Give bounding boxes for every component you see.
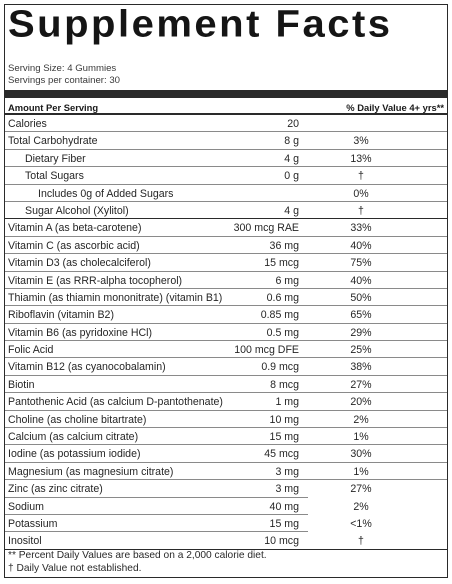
table-row [5, 341, 447, 358]
amount-per-serving-header: Amount Per Serving [8, 102, 99, 113]
panel-title: Supplement Facts [8, 3, 393, 45]
nutrient-dv: 1% [353, 465, 369, 478]
nutrient-amount: 20 [287, 118, 299, 130]
serving-size: Serving Size: 4 Gummies [8, 63, 117, 74]
table-row [5, 289, 447, 306]
table-row [5, 272, 447, 289]
nutrient-name: Calories [8, 118, 47, 130]
nutrient-dv: 25% [350, 344, 372, 357]
nutrient-dv: † [358, 170, 364, 183]
nutrient-name: Vitamin D3 (as cholecalciferol) [8, 257, 151, 270]
table-row [5, 185, 447, 202]
nutrient-name: Biotin [8, 378, 35, 391]
nutrient-dv: 2% [353, 500, 369, 513]
nutrient-table [5, 115, 447, 550]
nutrient-dv: † [358, 204, 364, 217]
nutrient-dv: <1% [350, 517, 372, 530]
nutrient-name: Riboflavin (vitamin B2) [8, 309, 114, 322]
nutrient-name: Magnesium (as magnesium citrate) [8, 465, 174, 478]
nutrient-dv: 50% [350, 291, 372, 304]
nutrient-dv: 3% [353, 135, 369, 148]
nutrient-amount: 15 mcg [264, 257, 299, 270]
nutrient-amount: 0 g [284, 170, 299, 183]
nutrient-dv: 75% [350, 257, 372, 270]
table-row [5, 515, 447, 532]
nutrient-amount: 1 mg [275, 396, 299, 409]
nutrient-name: Vitamin A (as beta-carotene) [8, 222, 142, 235]
table-row [5, 237, 447, 254]
nutrient-name: Folic Acid [8, 344, 54, 357]
nutrient-amount: 15 mg [269, 517, 299, 530]
servings-per-container: Servings per container: 30 [8, 75, 120, 86]
table-row [5, 306, 447, 323]
nutrient-name: Vitamin B12 (as cyanocobalamin) [8, 361, 166, 374]
table-row [5, 132, 447, 149]
nutrient-dv: 29% [350, 326, 372, 339]
nutrient-dv: 40% [350, 239, 372, 252]
column-header [8, 102, 444, 113]
nutrient-name: Includes 0g of Added Sugars [38, 187, 174, 200]
nutrient-dv: 38% [350, 361, 372, 374]
nutrient-amount: 45 mcg [264, 448, 299, 461]
nutrient-amount: 6 mg [275, 274, 299, 287]
footnote-percent-daily-value: ** Percent Daily Values are based on a 2,000 calorie diet. [8, 550, 267, 561]
nutrient-name: Thiamin (as thiamin mononitrate) (vitamin B1) [8, 291, 223, 304]
nutrient-name: Vitamin C (as ascorbic acid) [8, 239, 140, 252]
nutrient-dv: 13% [350, 152, 372, 165]
nutrient-amount: 0.9 mcg [261, 361, 299, 374]
table-row [5, 219, 447, 236]
nutrient-dv: 20% [350, 396, 372, 409]
table-row [5, 115, 447, 132]
nutrient-amount: 3 mg [275, 483, 299, 496]
nutrient-amount: 4 g [284, 152, 299, 165]
table-row [5, 150, 447, 167]
nutrient-amount: 8 g [284, 135, 299, 148]
nutrient-amount: 0.85 mg [260, 309, 299, 322]
nutrient-name: Calcium (as calcium citrate) [8, 431, 139, 444]
nutrient-name: Inositol [8, 535, 42, 548]
nutrient-dv: 65% [350, 309, 372, 322]
nutrient-name: Vitamin E (as RRR-alpha tocopherol) [8, 274, 183, 287]
nutrient-name: Potassium [8, 517, 58, 530]
thick-rule-top [5, 90, 447, 98]
nutrient-amount: 3 mg [275, 465, 299, 478]
nutrient-name: Vitamin B6 (as pyridoxine HCl) [8, 326, 153, 339]
nutrient-dv: 27% [350, 483, 372, 496]
nutrient-dv: 0% [353, 187, 369, 200]
nutrient-amount: 0.6 mg [266, 291, 299, 304]
nutrient-name: Total Sugars [25, 170, 84, 183]
nutrient-name: Choline (as choline bitartrate) [8, 413, 147, 426]
nutrient-dv: 33% [350, 222, 372, 235]
nutrient-dv: 2% [353, 413, 369, 426]
table-row [5, 498, 447, 515]
table-row [5, 167, 447, 184]
table-row [5, 532, 447, 549]
nutrient-amount: 10 mg [269, 413, 299, 426]
table-row [5, 428, 447, 445]
table-row [5, 463, 447, 480]
nutrient-amount: 40 mg [269, 500, 299, 513]
table-row [5, 358, 447, 375]
nutrient-name: Sodium [8, 500, 44, 513]
footnote-not-established: † Daily Value not established. [8, 563, 142, 574]
nutrient-name: Dietary Fiber [25, 152, 86, 165]
nutrient-amount: 36 mg [269, 239, 299, 252]
table-row [5, 445, 447, 462]
table-row [5, 393, 447, 410]
nutrient-name: Zinc (as zinc citrate) [8, 483, 103, 496]
table-row [5, 480, 447, 497]
table-row [5, 254, 447, 271]
nutrient-name: Iodine (as potassium iodide) [8, 448, 141, 461]
nutrient-amount: 8 mcg [270, 378, 299, 391]
nutrient-dv: † [358, 535, 364, 548]
nutrient-amount: 300 mcg RAE [233, 222, 299, 235]
nutrient-dv: 40% [350, 274, 372, 287]
daily-value-header: % Daily Value 4+ yrs** [346, 102, 444, 113]
nutrient-name: Sugar Alcohol (Xylitol) [25, 204, 129, 217]
nutrient-amount: 4 g [284, 204, 299, 217]
nutrient-amount: 15 mg [269, 431, 299, 444]
table-row [5, 411, 447, 428]
nutrient-amount: 100 mcg DFE [234, 344, 299, 357]
nutrient-amount: 0.5 mg [266, 326, 299, 339]
supplement-facts-panel [4, 4, 448, 578]
table-row [5, 202, 447, 219]
nutrient-dv: 1% [353, 431, 369, 444]
table-row [5, 324, 447, 341]
nutrient-name: Total Carbohydrate [8, 135, 98, 148]
table-row [5, 376, 447, 393]
nutrient-name: Pantothenic Acid (as calcium D-pantothenate) [8, 396, 223, 409]
nutrient-dv: 27% [350, 378, 372, 391]
nutrient-dv: 30% [350, 448, 372, 461]
nutrient-amount: 10 mcg [264, 535, 299, 548]
